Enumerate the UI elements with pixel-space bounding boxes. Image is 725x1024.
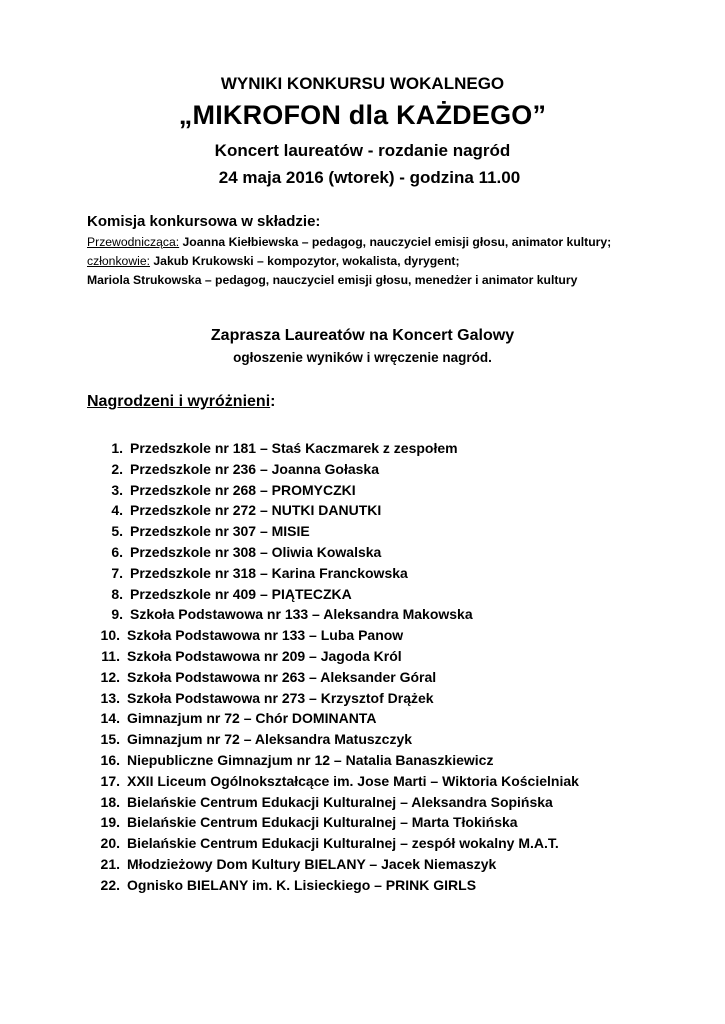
list-item-number: 7. (111, 564, 123, 581)
list-item-text: Przedszkole nr 307 – MISIE (130, 523, 310, 540)
jury-member-text: Jakub Krukowski – kompozytor, wokalista, dyrygent; (150, 254, 460, 268)
list-item-number: 5. (111, 523, 123, 540)
list-item-text: Bielańskie Centrum Edukacji Kulturalnej – zespół wokalny M.A.T. (127, 835, 559, 852)
list-item-number: 4. (111, 502, 123, 519)
awards-heading-text: Nagrodzeni i wyróżnieni (87, 393, 271, 410)
list-item (0, 771, 725, 792)
jury-role-label: członkowie: (87, 254, 150, 268)
jury-role-label: Przewodnicząca: (87, 235, 180, 249)
list-item-text: Ognisko BIELANY im. K. Lisieckiego – PRINK GIRLS (127, 876, 477, 893)
list-item-text: Przedszkole nr 272 – NUTKI DANUTKI (130, 502, 382, 519)
list-item-number: 13. (100, 689, 120, 706)
list-item-number: 6. (111, 543, 123, 560)
jury-member-chair (87, 233, 687, 252)
list-item-number: 1. (111, 440, 123, 456)
title-line-1: WYNIKI KONKURSU WOKALNEGO (220, 74, 505, 93)
list-item-text: Przedszkole nr 308 – Oliwia Kowalska (130, 543, 382, 560)
list-item-text: Szkoła Podstawowa nr 133 – Aleksandra Makowska (130, 606, 473, 623)
jury-member-text: Joanna Kiełbiewska – pedagog, nauczyciel emisji głosu, animator kultury; (179, 235, 612, 249)
list-item-number: 18. (100, 793, 120, 810)
list-item-text: Młodzieżowy Dom Kultury BIELANY – Jacek Niemaszyk (127, 855, 497, 872)
awards-heading-suffix: : (270, 393, 276, 410)
list-item-text: Przedszkole nr 181 – Staś Kaczmarek z zespołem (130, 440, 458, 456)
jury-section (87, 213, 687, 290)
list-item (0, 854, 725, 875)
list-item-text: Niepubliczne Gimnazjum nr 12 – Natalia Banaszkiewicz (127, 751, 494, 768)
list-item-text: Gimnazjum nr 72 – Aleksandra Matuszczyk (127, 731, 413, 748)
list-item (0, 792, 725, 813)
list-item (0, 500, 725, 521)
jury-member-1 (87, 252, 687, 271)
list-item-text: Gimnazjum nr 72 – Chór DOMINANTA (127, 710, 377, 727)
jury-heading: Komisja konkursowa w składzie: (87, 213, 321, 230)
list-item-number: 8. (111, 585, 123, 602)
awards-list (0, 438, 725, 896)
list-item-number: 2. (111, 460, 123, 477)
list-item (0, 750, 725, 771)
list-item (0, 729, 725, 750)
list-item-text: Przedszkole nr 236 – Joanna Gołaska (130, 460, 380, 477)
list-item-text: Przedszkole nr 268 – PROMYCZKI (130, 481, 356, 498)
list-item (0, 438, 725, 459)
list-item (0, 604, 725, 625)
list-item-number: 22. (100, 876, 120, 893)
list-item-text: Bielańskie Centrum Edukacji Kulturalnej – Aleksandra Sopińska (127, 793, 553, 810)
list-item (0, 459, 725, 480)
list-item-text: Szkoła Podstawowa nr 273 – Krzysztof Drążek (127, 689, 434, 706)
list-item (0, 625, 725, 646)
jury-member-text: Mariola Strukowska – pedagog, nauczyciel emisji głosu, menedżer i animator kultury (87, 273, 578, 287)
list-item-text: Szkoła Podstawowa nr 263 – Aleksander Góral (127, 668, 437, 685)
list-item-number: 14. (100, 710, 120, 727)
list-item-number: 12. (100, 668, 120, 685)
list-item-number: 20. (100, 835, 120, 852)
list-item (0, 584, 725, 605)
list-item-text: Przedszkole nr 318 – Karina Franckowska (130, 564, 408, 581)
list-item (0, 688, 725, 709)
list-item-number: 17. (100, 772, 120, 789)
subtitle: Koncert laureatów - rozdanie nagród (214, 141, 511, 160)
list-item (0, 833, 725, 854)
list-item (0, 667, 725, 688)
awards-heading (87, 393, 275, 411)
list-item (0, 480, 725, 501)
invitation-line-1: Zaprasza Laureatów na Koncert Galowy (210, 327, 515, 344)
list-item (0, 708, 725, 729)
jury-member-2 (87, 271, 687, 290)
list-item-text: Szkoła Podstawowa nr 209 – Jagoda Król (127, 647, 402, 664)
list-item (0, 563, 725, 584)
list-item-number: 11. (101, 647, 120, 664)
list-item-text: Przedszkole nr 409 – PIĄTECZKA (130, 585, 352, 602)
list-item-number: 21. (100, 855, 120, 872)
title-line-2: „MIKROFON dla KAŻDEGO” (178, 100, 547, 130)
list-item-number: 9. (111, 606, 123, 623)
list-item-text: XXII Liceum Ogólnokształcące im. Jose Marti – Wiktoria Kościelniak (127, 772, 579, 789)
list-item-text: Szkoła Podstawowa nr 133 – Luba Panow (127, 627, 404, 644)
list-item (0, 542, 725, 563)
list-item-number: 10. (100, 627, 120, 644)
list-item-text: Bielańskie Centrum Edukacji Kulturalnej – Marta Tłokińska (127, 814, 518, 831)
list-item-number: 16. (100, 751, 120, 768)
list-item-number: 19. (100, 814, 120, 831)
list-item (0, 812, 725, 833)
list-item (0, 875, 725, 896)
event-datetime: 24 maja 2016 (wtorek) - godzina 11.00 (218, 168, 521, 187)
list-item (0, 521, 725, 542)
list-item (0, 646, 725, 667)
list-item-number: 15. (100, 731, 120, 748)
invitation-line-2: ogłoszenie wyników i wręczenie nagród. (233, 350, 492, 365)
list-item-number: 3. (111, 481, 123, 498)
